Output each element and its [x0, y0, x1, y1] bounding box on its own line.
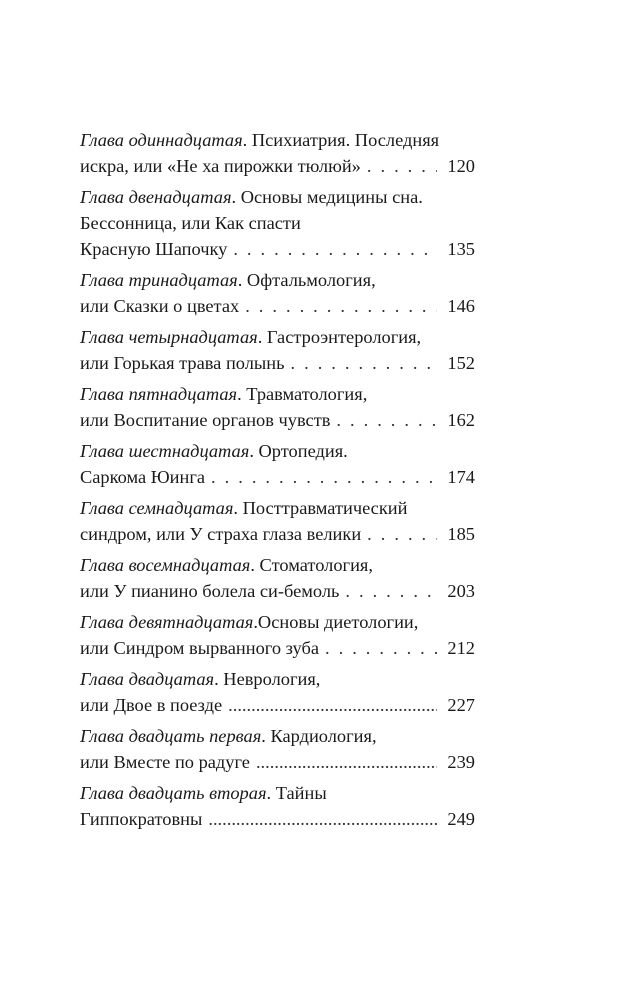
chapter-title: . Ортопедия. — [249, 441, 348, 461]
chapter-title: .Основы диетологии, — [253, 612, 419, 632]
toc-entry-title-line — [80, 267, 475, 293]
toc-entry[interactable] — [80, 381, 475, 433]
table-of-contents — [80, 127, 475, 837]
chapter-number: Глава двадцать вторая — [80, 783, 267, 803]
dot-leader — [325, 635, 437, 661]
page-number: 185 — [447, 524, 475, 544]
toc-entry-title-line — [80, 666, 475, 692]
chapter-title-end: или Двое в поезде — [80, 695, 223, 715]
chapter-title-end: Саркома Юинга — [80, 467, 206, 487]
chapter-title: . Неврология, — [214, 669, 321, 689]
toc-entry-last-line — [80, 806, 475, 832]
dot-leader — [245, 293, 437, 319]
chapter-title-end: или Горькая трава полынь — [80, 353, 285, 373]
chapter-title-end: или Сказки о цветах — [80, 296, 240, 316]
toc-entry-title-line — [80, 324, 475, 350]
toc-entry-last-line — [80, 578, 475, 604]
page-number: 239 — [447, 752, 475, 772]
chapter-number: Глава шестнадцатая — [80, 441, 250, 461]
toc-entry[interactable] — [80, 184, 475, 262]
toc-entry-last-line — [80, 749, 475, 775]
dot-leader — [208, 806, 437, 832]
toc-entry-last-line — [80, 153, 475, 179]
toc-entry-title-line — [80, 780, 475, 806]
chapter-title-end: или Воспитание органов чувств — [80, 410, 331, 430]
page-number: 152 — [447, 353, 475, 373]
dot-leader — [211, 464, 437, 490]
toc-entry-title-line — [80, 127, 475, 153]
chapter-title-end: Красную Шапочку — [80, 239, 228, 259]
toc-entry[interactable] — [80, 324, 475, 376]
page-number: 135 — [447, 239, 475, 259]
chapter-number: Глава восемнадцатая — [80, 555, 251, 575]
toc-entry-last-line — [80, 635, 475, 661]
toc-entry-last-line — [80, 293, 475, 319]
chapter-number: Глава двадцатая — [80, 669, 215, 689]
page-number: 249 — [447, 809, 475, 829]
toc-entry[interactable] — [80, 666, 475, 718]
chapter-title: . Тайны — [266, 783, 327, 803]
toc-entry-last-line — [80, 521, 475, 547]
toc-entry-title-line — [80, 184, 475, 210]
toc-entry-title-line — [80, 723, 475, 749]
chapter-number: Глава одиннадцатая — [80, 130, 243, 150]
chapter-number: Глава двенадцатая — [80, 187, 232, 207]
toc-entry[interactable] — [80, 609, 475, 661]
chapter-number: Глава семнадцатая — [80, 498, 234, 518]
chapter-number: Глава девятнадцатая — [80, 612, 254, 632]
dot-leader — [345, 578, 437, 604]
dot-leader — [233, 236, 437, 262]
chapter-title: . Психиатрия. Последняя — [242, 130, 440, 150]
toc-entry-last-line — [80, 464, 475, 490]
page-number: 146 — [447, 296, 475, 316]
toc-entry[interactable] — [80, 723, 475, 775]
chapter-number: Глава двадцать первая — [80, 726, 262, 746]
toc-entry-last-line — [80, 236, 475, 262]
toc-entry-title-line — [80, 495, 475, 521]
chapter-title: . Посттравматический — [233, 498, 408, 518]
dot-leader — [228, 692, 437, 718]
dot-leader — [367, 153, 437, 179]
chapter-title: . Стоматология, — [250, 555, 373, 575]
chapter-title-end: синдром, или У страха глаза велики — [80, 524, 362, 544]
chapter-title-end: или Синдром вырванного зуба — [80, 638, 319, 658]
page-number: 174 — [447, 467, 475, 487]
dot-leader — [336, 407, 437, 433]
chapter-number: Глава тринадцатая — [80, 270, 238, 290]
page-number: 227 — [447, 695, 475, 715]
page-number: 203 — [447, 581, 475, 601]
toc-entry[interactable] — [80, 127, 475, 179]
dot-leader — [367, 521, 437, 547]
chapter-title-continuation: Бессонница, или Как спасти — [80, 213, 301, 233]
toc-entry[interactable] — [80, 495, 475, 547]
chapter-title: . Основы медицины сна. — [231, 187, 423, 207]
chapter-title-end: искра, или «Не ха пирожки тюлюй» — [80, 156, 361, 176]
chapter-title-end: Гиппократовны — [80, 809, 203, 829]
chapter-title: . Гастроэнтерология, — [257, 327, 422, 347]
toc-entry-title-line — [80, 552, 475, 578]
toc-entry[interactable] — [80, 438, 475, 490]
chapter-title: . Травматология, — [237, 384, 368, 404]
chapter-title-end: или У пианино болела си-бемоль — [80, 581, 340, 601]
chapter-number: Глава четырнадцатая — [80, 327, 258, 347]
chapter-number: Глава пятнадцатая — [80, 384, 238, 404]
toc-entry-title-line — [80, 438, 475, 464]
page-number: 120 — [447, 156, 475, 176]
toc-entry-title-line — [80, 609, 475, 635]
toc-entry[interactable] — [80, 267, 475, 319]
toc-entry[interactable] — [80, 552, 475, 604]
chapter-title: . Кардиология, — [261, 726, 377, 746]
page-number: 162 — [447, 410, 475, 430]
toc-entry-last-line — [80, 692, 475, 718]
toc-entry-title-line — [80, 381, 475, 407]
chapter-title: . Офтальмология, — [237, 270, 376, 290]
toc-entry-last-line — [80, 407, 475, 433]
page-number: 212 — [447, 638, 475, 658]
dot-leader — [256, 749, 437, 775]
toc-entry-last-line — [80, 350, 475, 376]
dot-leader — [291, 350, 437, 376]
chapter-title-end: или Вместе по радуге — [80, 752, 250, 772]
toc-entry[interactable] — [80, 780, 475, 832]
